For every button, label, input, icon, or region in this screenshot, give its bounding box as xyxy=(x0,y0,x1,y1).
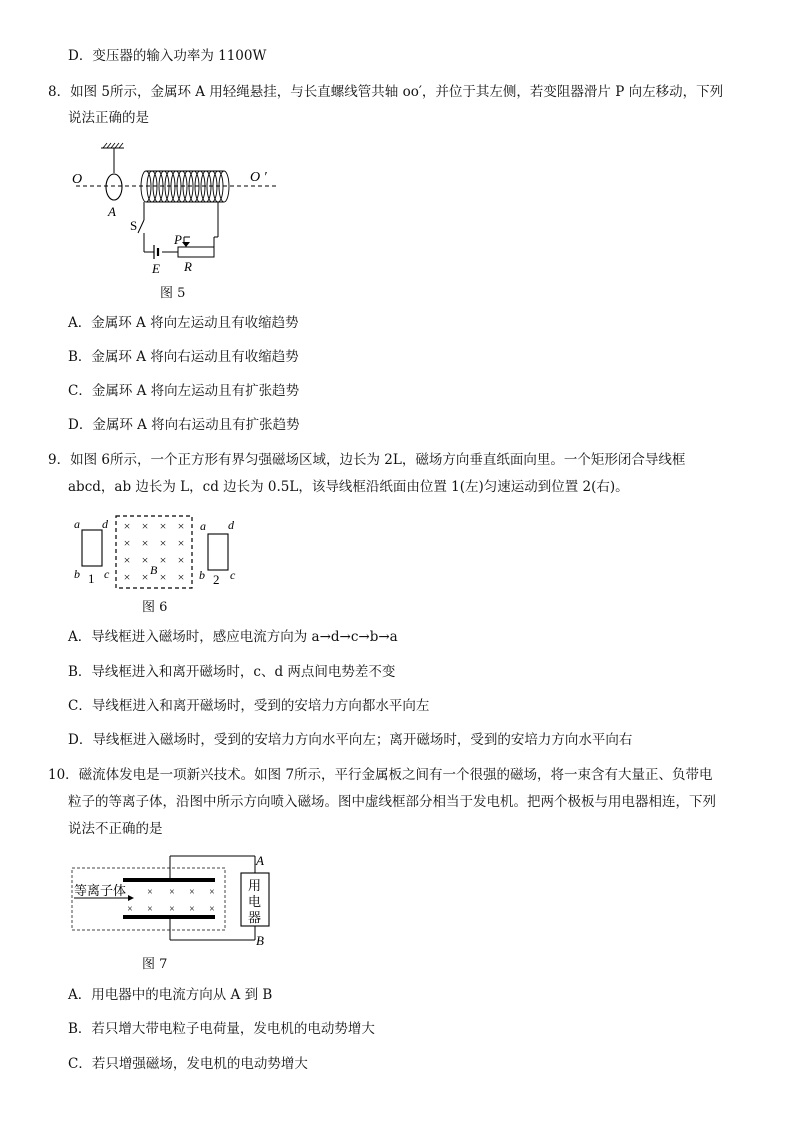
cross-mark: × xyxy=(177,553,185,567)
load-label-1: 用 xyxy=(248,878,262,893)
label-s: S xyxy=(130,218,138,233)
load-label-3: 器 xyxy=(248,910,262,925)
label-a-right: a xyxy=(200,519,206,533)
q9-option-d: D．导线框进入磁场时，受到的安培力方向水平向左；离开磁场时，受到的安培力方向水平向右 xyxy=(68,732,633,748)
bottom-plate xyxy=(123,915,215,919)
top-plate xyxy=(123,878,215,882)
cross-mark: × xyxy=(177,570,185,584)
label-b-right: b xyxy=(199,568,205,582)
q10-option-c: C．若只增强磁场，发电机的电动势增大 xyxy=(68,1056,308,1072)
label-position-2: 2 xyxy=(213,572,220,587)
q7-option-d: D．变压器的输入功率为 1100W xyxy=(68,48,267,64)
slider-p xyxy=(182,242,190,247)
metal-ring-a xyxy=(106,174,122,200)
q8-option-a: A．金属环 A 将向左运动且有收缩趋势 xyxy=(68,315,299,331)
figure-7-caption: 图 7 xyxy=(142,957,168,972)
label-e: E xyxy=(152,261,160,276)
label-a-terminal: A xyxy=(256,853,264,868)
cross-mark: × xyxy=(127,904,133,915)
q8-stem-line-1: 8．如图 5所示，金属环 A 用轻绳悬挂，与长直螺线管共轴 oo′，并位于其左侧，若变阻器滑片 P 向左移动，下列 xyxy=(48,84,724,100)
q9-option-a: A．导线框进入磁场时，感应电流方向为 a→d→c→b→a xyxy=(68,629,398,645)
label-r: R xyxy=(184,259,192,274)
label-o: O xyxy=(72,172,83,187)
cross-mark: × xyxy=(141,519,149,533)
figure-5-caption: 图 5 xyxy=(160,286,186,301)
q8-option-b: B．金属环 A 将向右运动且有收缩趋势 xyxy=(68,349,299,365)
figure-6-magnetic-field xyxy=(70,512,250,594)
q9-stem-line-1: 9．如图 6所示，一个正方形有界匀强磁场区域，边长为 2L，磁场方向垂直纸面向里。一个矩形闭合导线框 xyxy=(48,452,686,468)
loop-position-2 xyxy=(208,534,228,570)
cross-mark: × xyxy=(159,553,167,567)
cross-mark: × xyxy=(123,536,131,550)
cross-mark: × xyxy=(177,536,185,550)
q9-option-c: C．导线框进入和离开磁场时，受到的安培力方向都水平向左 xyxy=(68,698,430,714)
cross-mark: × xyxy=(141,536,149,550)
q9-option-b: B．导线框进入和离开磁场时，c、d 两点间电势差不变 xyxy=(68,664,396,680)
solenoid xyxy=(141,171,229,202)
load-label-2: 电 xyxy=(248,894,262,909)
q10-stem-line-2: 粒子的等离子体，沿图中所示方向喷入磁场。图中虚线框部分相当于发电机。把两个极板与用电器相连，下列 xyxy=(68,794,716,810)
cross-mark: × xyxy=(177,519,185,533)
cross-mark: × xyxy=(209,904,215,915)
label-c-left: c xyxy=(104,567,110,581)
cross-mark: × xyxy=(147,904,153,915)
label-position-1: 1 xyxy=(88,571,95,586)
cross-mark: × xyxy=(141,570,149,584)
label-b-terminal: B xyxy=(256,933,264,948)
plasma-label: 等离子体 xyxy=(74,883,127,898)
label-c-right: c xyxy=(230,568,236,582)
q9-stem-line-2: abcd，ab 边长为 L，cd 边长为 0.5L，该导线框沿纸面由位置 1(左)匀速运动到位置 2(右)。 xyxy=(68,479,629,495)
q10-stem-line-1: 10．磁流体发电是一项新兴技术。如图 7所示，平行金属板之间有一个很强的磁场，将一束含有大量正、负带电 xyxy=(48,767,713,783)
cross-mark: × xyxy=(169,887,175,898)
q10-option-a: A．用电器中的电流方向从 A 到 B xyxy=(68,987,273,1003)
rheostat-r xyxy=(178,247,214,257)
label-a: A xyxy=(108,204,116,219)
cross-mark: × xyxy=(209,887,215,898)
cross-mark: × xyxy=(159,519,167,533)
cross-mark: × xyxy=(189,887,195,898)
figure-7-mhd-generator xyxy=(68,850,278,950)
cross-mark: × xyxy=(123,519,131,533)
figure-5-solenoid-circuit xyxy=(66,140,281,280)
label-p: P xyxy=(174,232,182,247)
cross-mark: × xyxy=(159,570,167,584)
q8-stem-line-2: 说法正确的是 xyxy=(68,110,149,126)
label-d-left: d xyxy=(102,517,108,531)
generator-dashed-box xyxy=(72,868,225,930)
cross-mark: × xyxy=(169,904,175,915)
cross-mark: × xyxy=(147,887,153,898)
q10-stem-line-3: 说法不正确的是 xyxy=(68,821,163,837)
label-a-left: a xyxy=(74,517,80,531)
q8-option-d: D．金属环 A 将向右运动且有扩张趋势 xyxy=(68,417,300,433)
cross-mark: × xyxy=(141,553,149,567)
label-b-left: b xyxy=(74,567,80,581)
cross-mark: × xyxy=(189,904,195,915)
loop-position-1 xyxy=(82,530,102,566)
q8-option-c: C．金属环 A 将向左运动且有扩张趋势 xyxy=(68,383,300,399)
label-b-field: B xyxy=(150,563,158,577)
label-o-prime: O ′ xyxy=(250,170,267,185)
cross-mark: × xyxy=(123,553,131,567)
plasma-arrowhead xyxy=(128,895,134,901)
q10-option-b: B．若只增大带电粒子电荷量，发电机的电动势增大 xyxy=(68,1021,375,1037)
label-d-right: d xyxy=(228,518,234,532)
cross-mark: × xyxy=(159,536,167,550)
cross-mark: × xyxy=(123,570,131,584)
figure-6-caption: 图 6 xyxy=(142,600,168,615)
